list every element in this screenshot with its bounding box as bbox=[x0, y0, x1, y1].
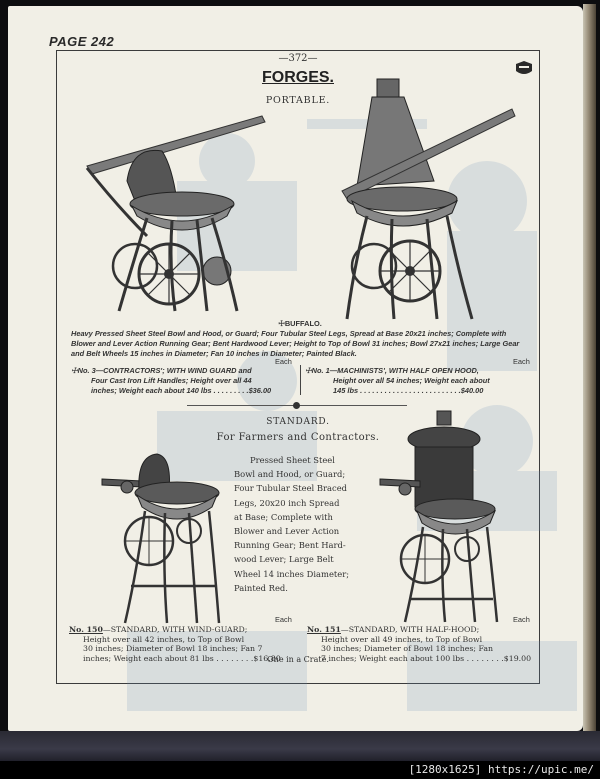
item-no3-contractors bbox=[71, 366, 297, 396]
column-divider bbox=[300, 365, 301, 395]
std-desc-line: Bowl and Hood, or Guard; bbox=[234, 469, 346, 480]
item-no151-line4: 7 inches; Weight each about 100 lbs . . . . . . . .$19.00 bbox=[321, 653, 532, 663]
item-no150-number: No. 150 bbox=[69, 625, 103, 634]
price-header-each-right: Each bbox=[513, 357, 530, 366]
section-subtitle-portable: PORTABLE. bbox=[265, 95, 331, 106]
section-divider-ornament bbox=[293, 402, 300, 409]
std-desc-line: at Base; Complete with bbox=[234, 511, 333, 522]
item-no1-line3: 145 lbs . . . . . . . . . . . . . . . . . . . . . . . . .$40.00 bbox=[333, 386, 484, 395]
catalog-number: —372— bbox=[278, 53, 318, 64]
standard-halfhood-forge-illustration bbox=[375, 409, 505, 624]
item-no1-line2: Height over all 54 inches; Weight each about bbox=[333, 376, 490, 385]
standard-heading: STANDARD. bbox=[266, 417, 330, 427]
page-number: PAGE 242 bbox=[49, 34, 115, 49]
standard-description bbox=[234, 453, 352, 595]
std-desc-line: Four Tubular Steel Braced bbox=[234, 483, 348, 494]
item-no150-line4: inches; Weight each about 81 lbs . . . . . . . .$16.80 bbox=[83, 653, 281, 663]
item-no150-line2: Height over all 42 inches, to Top of Bowl bbox=[83, 634, 245, 644]
std-desc-line: wood Lever; Large Belt bbox=[234, 554, 334, 565]
item-no1-machinists bbox=[305, 366, 531, 396]
buffalo-description: Heavy Pressed Sheet Steel Bowl and Hood, or Guard; Four Tubular Steel Legs, Spread at Base 20x21 inches; Complete with Blower and Lever Action Running Gear; Bent Hardwood Lever; Height to Top of Bowl 31 inches; Bowl 27x21 inches; Large Gear and Belt Wheels 15 inches in Diameter; Fan 10 inches in Diameter; Painted Black. bbox=[71, 329, 520, 358]
std-desc-line: Wheel 14 inches Diameter; bbox=[234, 568, 350, 579]
image-source-caption: [1280x1625] https://upic.me/ bbox=[408, 763, 594, 776]
page-title-text: FORGES. bbox=[261, 69, 334, 86]
item-no151-line3: 30 inches; Diameter of Bowl 18 inches; Fan bbox=[321, 644, 494, 654]
item-no151-line1: —STANDARD, WITH HALF-HOOD; bbox=[340, 625, 480, 634]
std-desc-line: Blower and Lever Action bbox=[234, 526, 340, 537]
std-desc-line: Pressed Sheet Steel bbox=[250, 455, 335, 465]
item-no150-line1: —STANDARD, WITH WIND-GUARD; bbox=[102, 625, 248, 634]
item-no3-line3: inches; Weight each about 140 lbs . . . . . . . . .$36.00 bbox=[91, 386, 272, 395]
catalog-frame bbox=[56, 50, 540, 684]
std-price-header-each-right: Each bbox=[513, 615, 530, 624]
item-no151-line2: Height over all 49 inches, to Top of Bowl bbox=[321, 634, 483, 644]
book-spine bbox=[583, 4, 596, 736]
std-desc-line: Legs, 20x20 inch Spread bbox=[234, 497, 340, 508]
contractors-forge-illustration bbox=[77, 106, 292, 316]
image-caption-bar bbox=[0, 761, 600, 779]
crate-note: One in a Crate. bbox=[267, 655, 329, 664]
item-no3-line1: ☩No. 3—CONTRACTORS'; WITH WIND GUARD and bbox=[71, 366, 252, 375]
item-no3-line2: Four Cast Iron Lift Handles; Height over all 44 bbox=[91, 376, 252, 385]
standard-subheading: For Farmers and Contractors. bbox=[216, 432, 380, 443]
product-name-buffalo: ☩BUFFALO. bbox=[278, 319, 322, 328]
book-cover-edge bbox=[0, 731, 600, 761]
machinists-forge-illustration bbox=[332, 71, 532, 321]
buffalo-description-block bbox=[71, 319, 529, 359]
price-header-each-left: Each bbox=[275, 357, 292, 366]
standard-windguard-forge-illustration bbox=[97, 451, 227, 626]
std-desc-line: Painted Red. bbox=[234, 582, 288, 593]
item-no151-number: No. 151 bbox=[307, 625, 341, 634]
std-desc-line: Running Gear; Bent Hard- bbox=[234, 540, 346, 551]
std-price-header-each-left: Each bbox=[275, 615, 292, 624]
item-no1-line1: ☩No. 1—MACHINISTS', WITH HALF OPEN HOOD, bbox=[305, 366, 479, 375]
item-no150-line3: 30 inches; Diameter of Bowl 18 inches; Fan 7 bbox=[83, 644, 263, 654]
